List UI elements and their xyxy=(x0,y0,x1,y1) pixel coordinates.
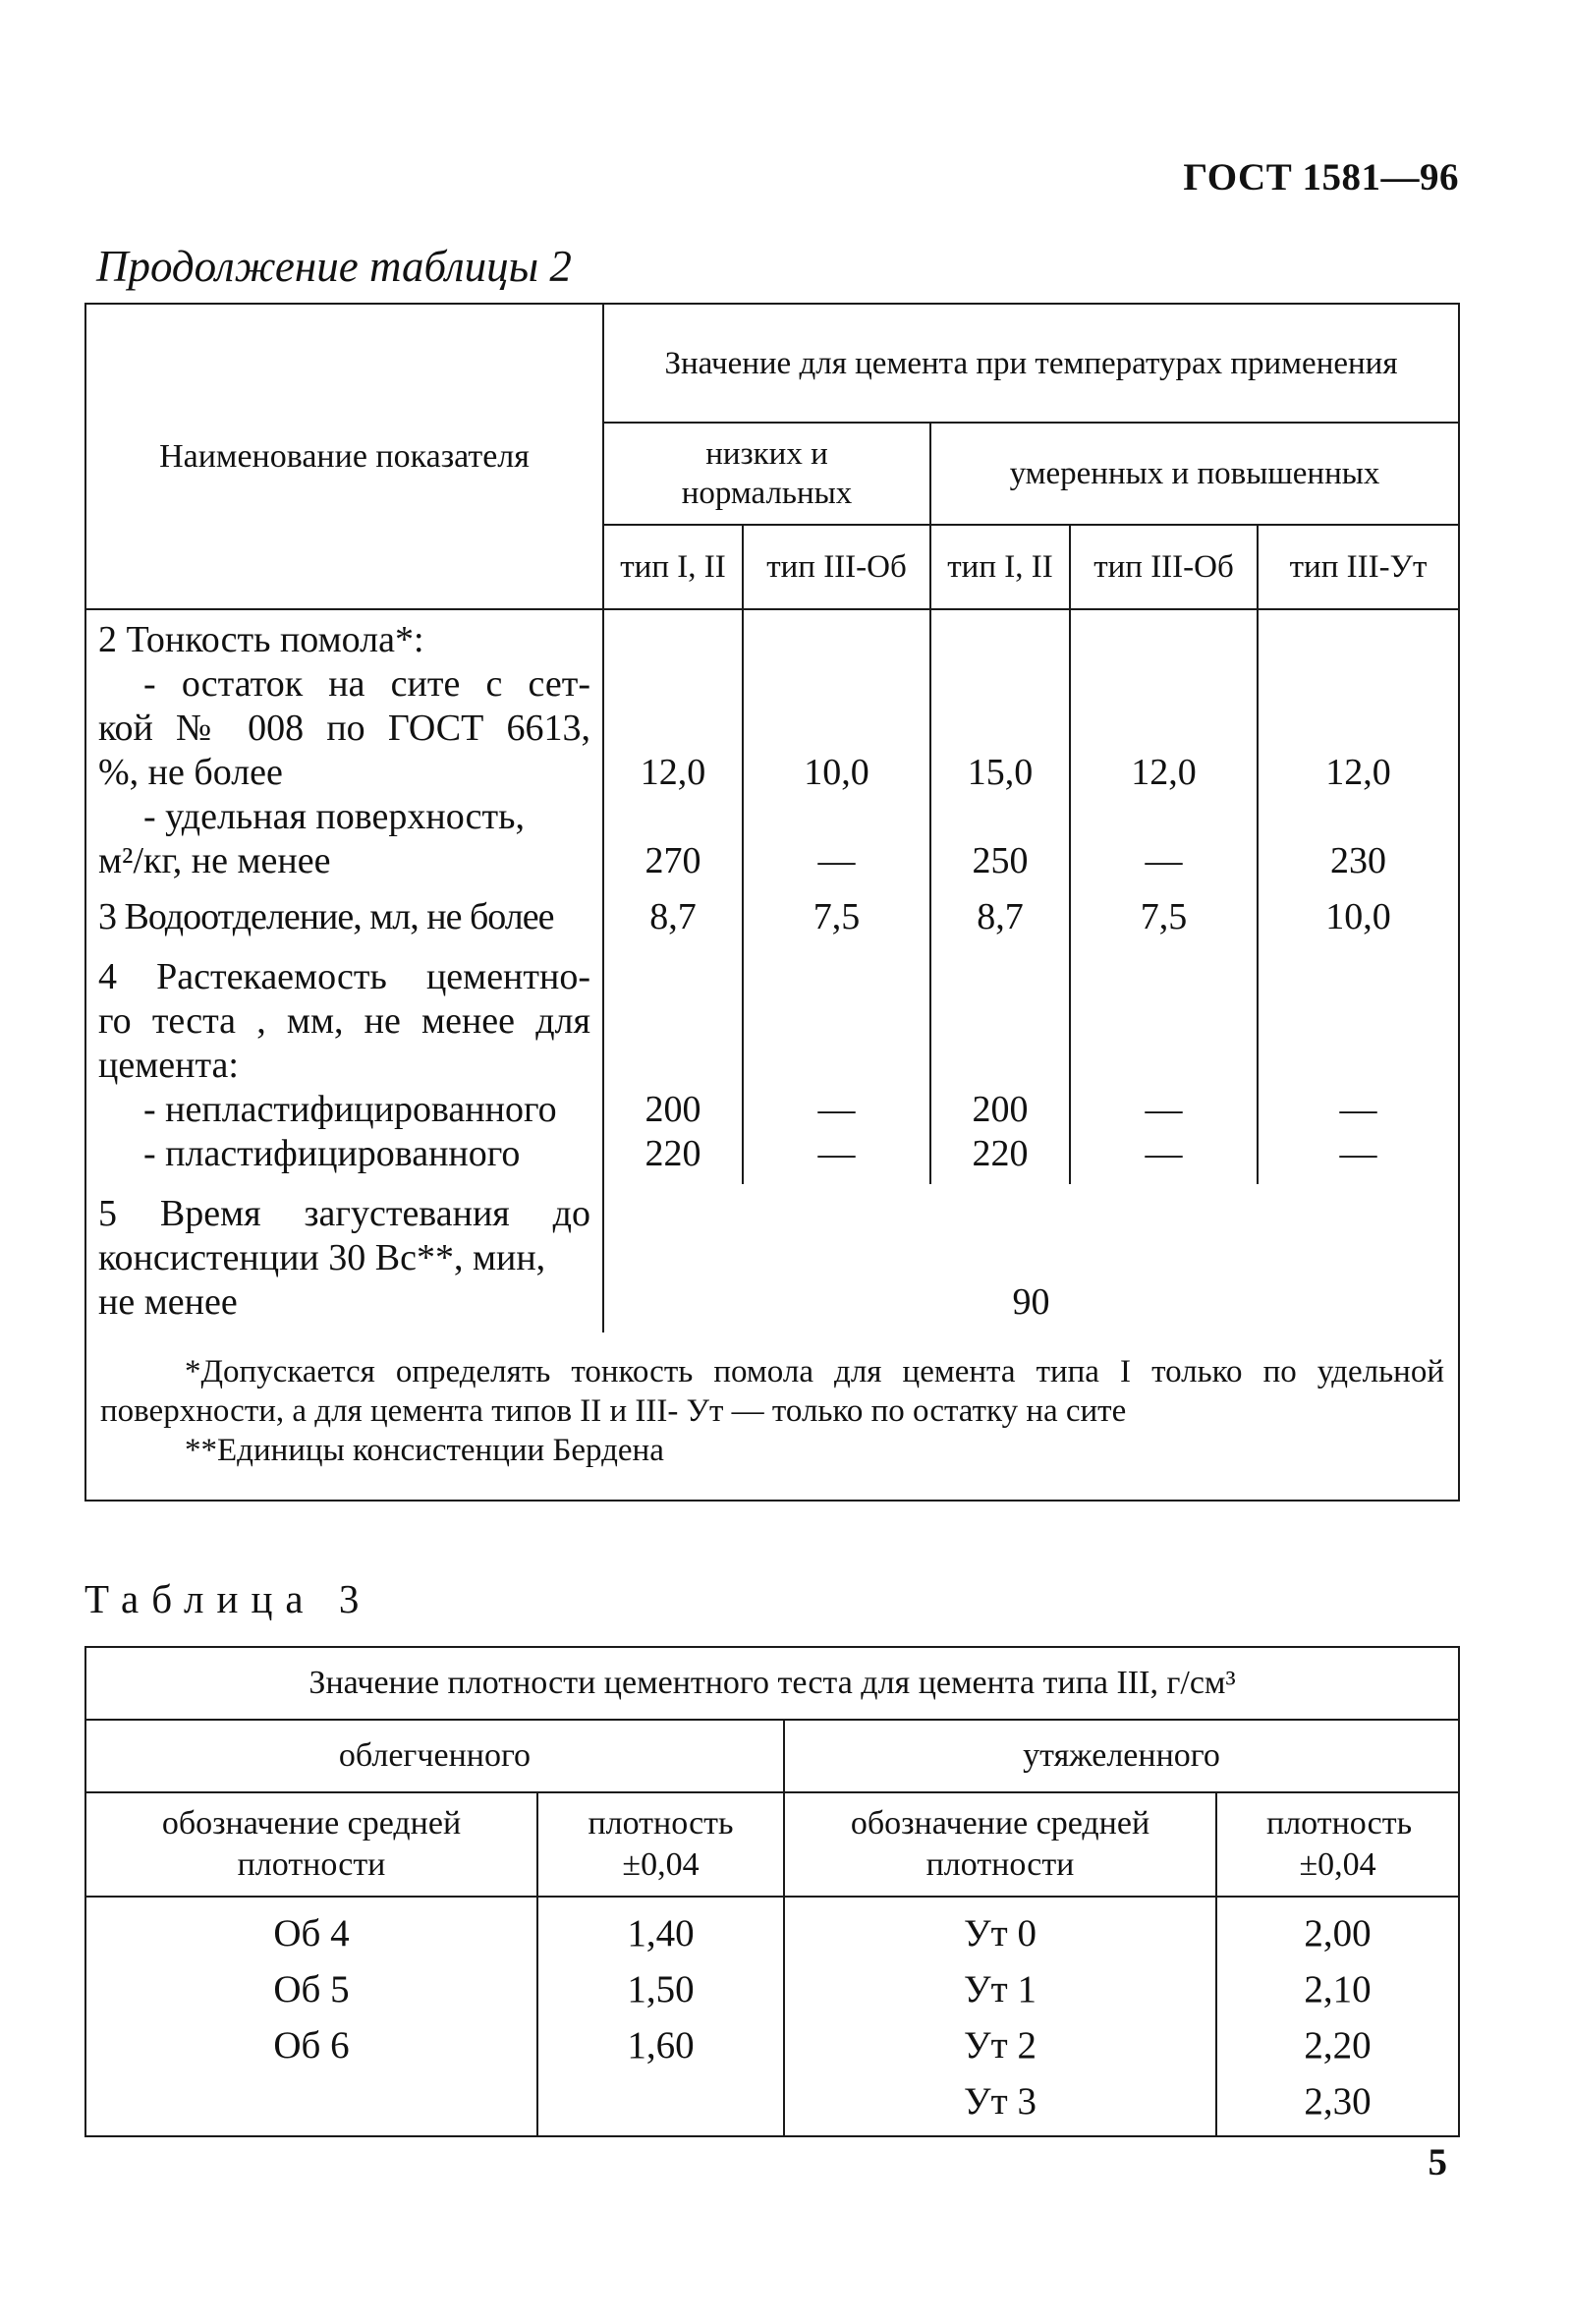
row-text: - пластифицированного xyxy=(143,1133,521,1174)
row-text: не менее xyxy=(98,1281,238,1323)
designation: Ут 2 xyxy=(964,2024,1037,2067)
row-text: го теста , мм, не менее для xyxy=(98,1000,590,1042)
light-designations xyxy=(85,1897,537,2136)
value: — xyxy=(1339,1133,1377,1174)
group-light: облегченного xyxy=(85,1720,784,1792)
designation: Ут 0 xyxy=(964,1912,1037,1955)
designation: Ут 3 xyxy=(964,2080,1037,2123)
table3 xyxy=(84,1646,1460,2137)
value: 7,5 xyxy=(743,891,930,947)
value: 200 xyxy=(644,1089,701,1130)
group-heavy: утяжеленного xyxy=(784,1720,1459,1792)
row-spreadability xyxy=(85,947,603,1184)
value-cell xyxy=(1258,947,1459,1184)
value: — xyxy=(817,1089,856,1130)
type-header: тип III-Ут xyxy=(1258,525,1459,609)
row-text: консистенции 30 Вс**, мин, xyxy=(98,1237,546,1278)
value: 220 xyxy=(644,1133,701,1174)
table2 xyxy=(84,303,1460,1502)
value: 270 xyxy=(644,840,701,881)
row-text: - удельная поверхность, xyxy=(143,796,525,837)
row-water-separation xyxy=(85,891,603,947)
designation: Об 5 xyxy=(273,1968,350,2011)
row-text: 2 Тонкость помола*: xyxy=(98,619,424,660)
col-density-light: плотность ±0,04 xyxy=(537,1792,784,1897)
value: 90 xyxy=(603,1184,1459,1332)
row-thickening-time xyxy=(85,1184,603,1332)
page-number: 5 xyxy=(1428,2141,1447,2183)
value: — xyxy=(1145,1133,1183,1174)
density: 2,00 xyxy=(1304,1912,1372,1955)
light-densities xyxy=(537,1897,784,2136)
row-fineness xyxy=(85,609,603,891)
row-text: цемента: xyxy=(98,1045,239,1086)
type-header: тип III-Об xyxy=(743,525,930,609)
heavy-densities xyxy=(1216,1897,1459,2136)
value: — xyxy=(1145,840,1183,881)
value-cell xyxy=(930,947,1070,1184)
value: — xyxy=(817,1133,856,1174)
col-group-header: Значение для цемента при температурах применения xyxy=(603,304,1459,423)
density: 2,10 xyxy=(1304,1968,1372,2011)
row-text: - непластифицированного xyxy=(143,1089,557,1130)
subgroup-moderate: умеренных и повышенных xyxy=(930,423,1459,525)
value: — xyxy=(1145,1089,1183,1130)
value: 250 xyxy=(972,840,1029,881)
row-text: 4 Растекаемость цементно- xyxy=(98,956,590,997)
designation: Ут 1 xyxy=(964,1968,1037,2011)
value-cell xyxy=(1258,609,1459,891)
row-text: - остаток на сите с сет- xyxy=(143,663,590,705)
col-name-header: Наименование показателя xyxy=(85,304,603,609)
density: 1,50 xyxy=(627,1968,695,2011)
row-text: кой № 008 по ГОСТ 6613, xyxy=(98,708,590,749)
type-header: тип I, II xyxy=(930,525,1070,609)
row-text: %, не более xyxy=(98,752,283,793)
row-text: 3 Водоотделение, мл, не более xyxy=(98,896,554,937)
value-cell xyxy=(1070,609,1258,891)
col-density-heavy: плотность ±0,04 xyxy=(1216,1792,1459,1897)
density: 2,30 xyxy=(1304,2080,1372,2123)
value: 8,7 xyxy=(930,891,1070,947)
col-designation-heavy: обозначение средней плотности xyxy=(784,1792,1216,1897)
value: 220 xyxy=(972,1133,1029,1174)
value-cell xyxy=(603,609,743,891)
table2-caption: Продолжение таблицы 2 xyxy=(96,242,572,291)
value: 15,0 xyxy=(967,752,1034,793)
density: 2,20 xyxy=(1304,2024,1372,2067)
subgroup-low: низких и нормальных xyxy=(603,423,930,525)
value: 200 xyxy=(972,1089,1029,1130)
value-cell xyxy=(603,947,743,1184)
col-designation-light: обозначение средней плотности xyxy=(85,1792,537,1897)
value-cell xyxy=(743,947,930,1184)
value: 7,5 xyxy=(1070,891,1258,947)
standard-header: ГОСТ 1581—96 xyxy=(1183,156,1459,198)
table3-title: Значение плотности цементного теста для цемента типа III, г/см³ xyxy=(85,1647,1459,1720)
footnote-1: *Допускается определять тонкость помола для цемента типа I только по удельной поверхности, а для цемента типов II и III- Ут — только по остатку на сите xyxy=(100,1354,1444,1429)
value: 12,0 xyxy=(1131,752,1197,793)
type-header: тип III-Об xyxy=(1070,525,1258,609)
footnote-2: **Единицы консистенции Бердена xyxy=(185,1433,664,1468)
value: 8,7 xyxy=(603,891,743,947)
row-text: 5 Время загустевания до xyxy=(98,1193,590,1234)
value-cell xyxy=(930,609,1070,891)
value-cell xyxy=(1070,947,1258,1184)
value-cell xyxy=(743,609,930,891)
type-header: тип I, II xyxy=(603,525,743,609)
row-text: м²/кг, не менее xyxy=(98,840,331,881)
heavy-designations xyxy=(784,1897,1216,2136)
table2-footnotes xyxy=(85,1332,1459,1501)
value: 12,0 xyxy=(640,752,706,793)
value: 10,0 xyxy=(804,752,869,793)
value: — xyxy=(817,840,856,881)
table3-caption: Таблица 3 xyxy=(84,1576,372,1621)
designation: Об 6 xyxy=(273,2024,350,2067)
value: — xyxy=(1339,1089,1377,1130)
value: 10,0 xyxy=(1258,891,1459,947)
designation: Об 4 xyxy=(273,1912,350,1955)
value: 12,0 xyxy=(1325,752,1391,793)
density: 1,60 xyxy=(627,2024,695,2067)
value: 230 xyxy=(1330,840,1386,881)
density: 1,40 xyxy=(627,1912,695,1955)
